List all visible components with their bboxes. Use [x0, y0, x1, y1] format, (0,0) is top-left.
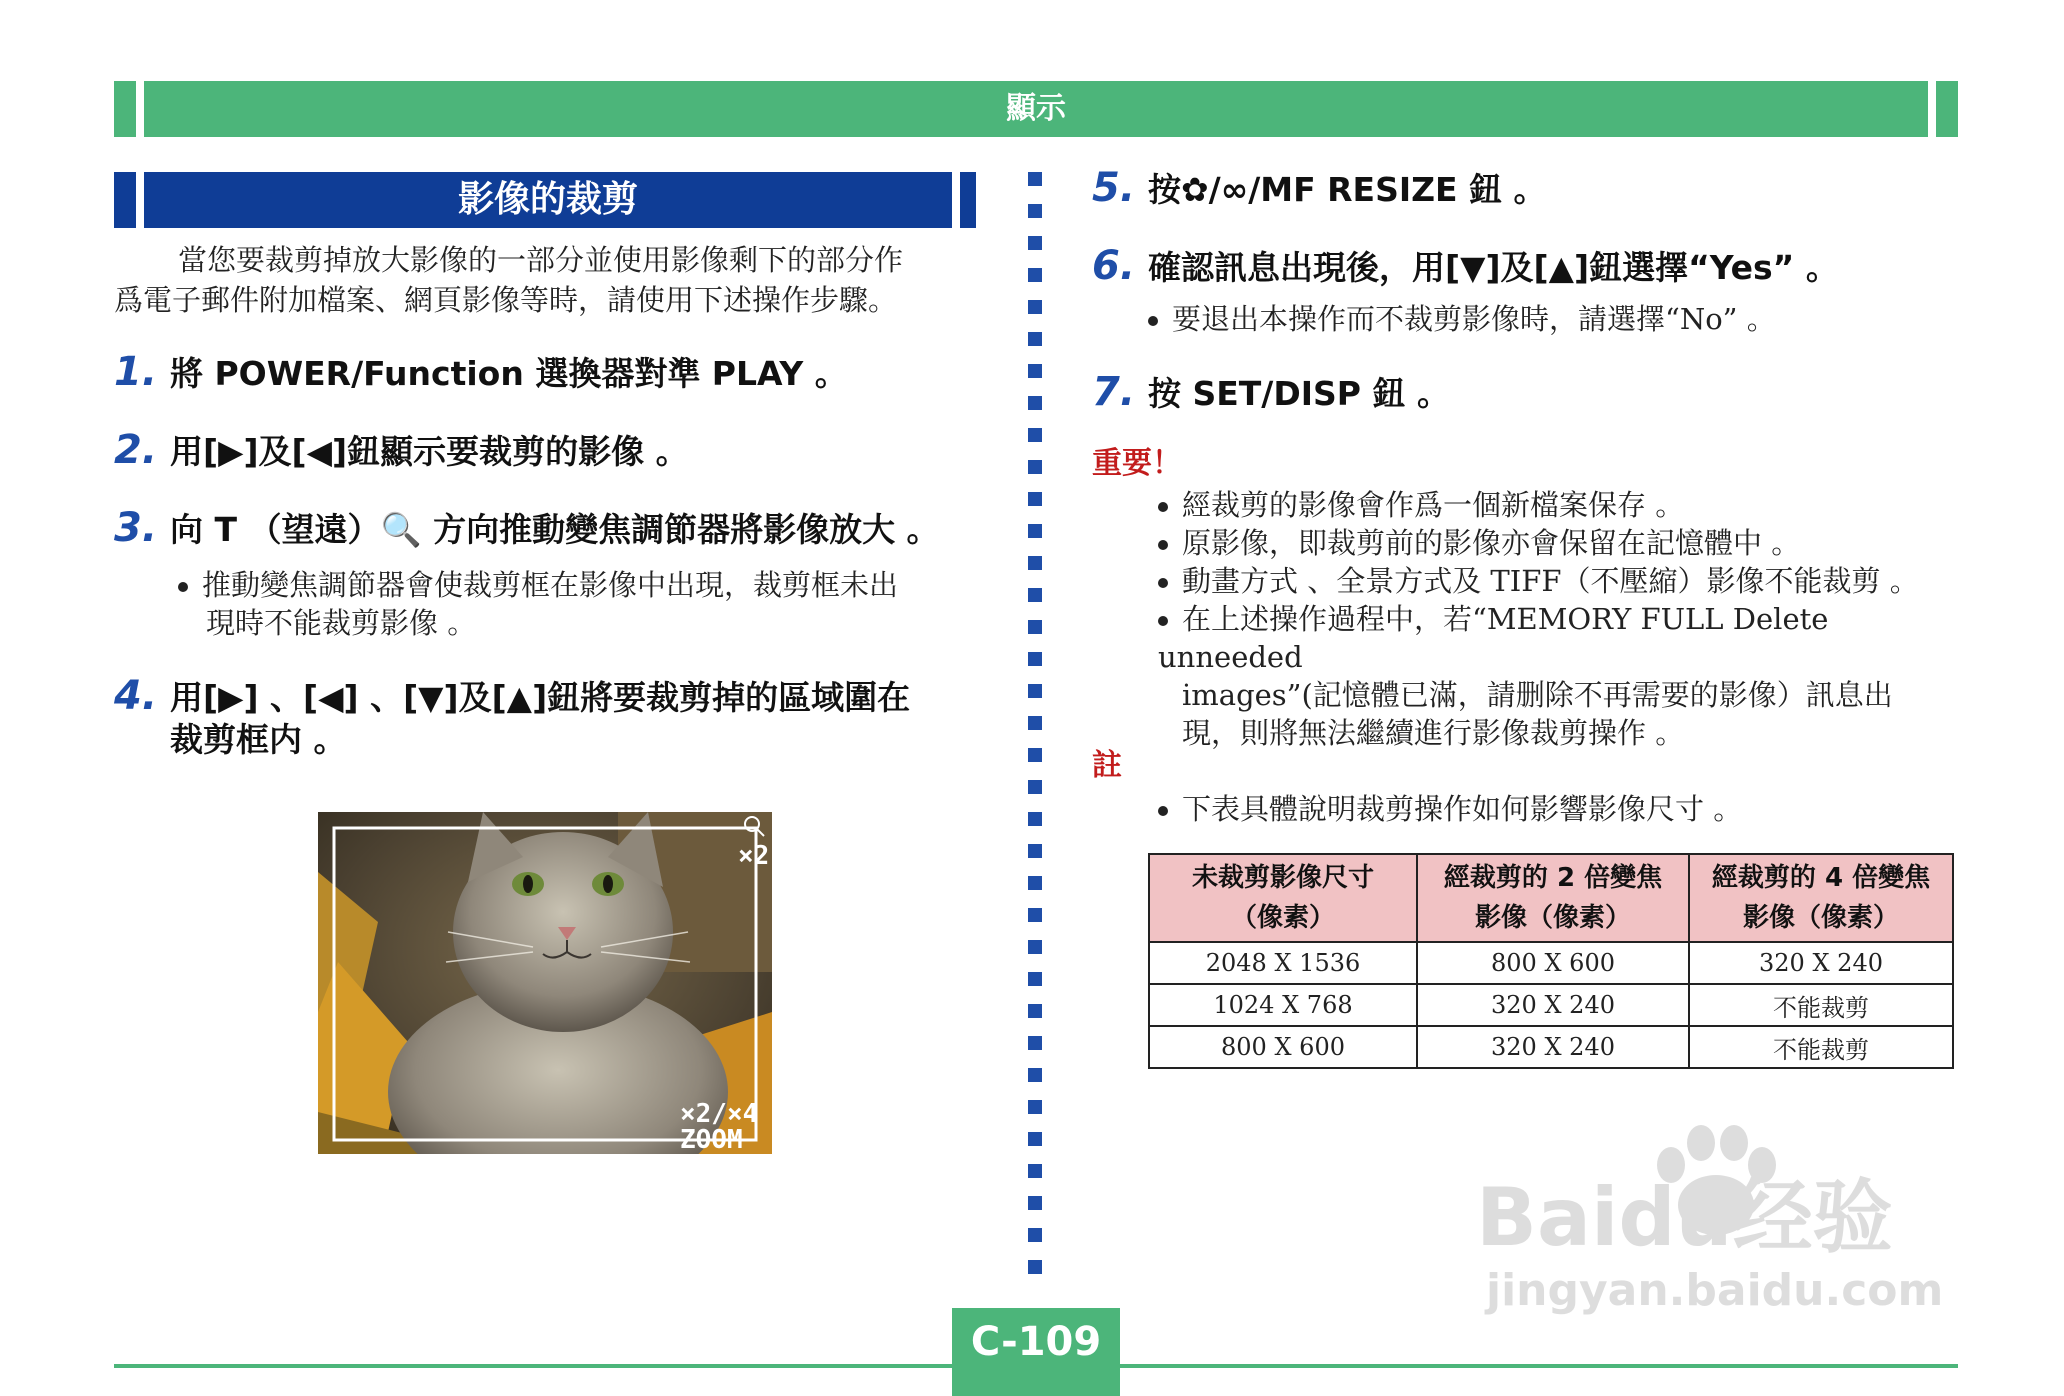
- size-table: [1148, 853, 1954, 1069]
- step-number: 1.: [114, 349, 158, 395]
- important-item: 原影像，即裁剪前的影像亦會保留在記憶體中 。: [1158, 524, 1958, 562]
- divider-square: [1028, 940, 1042, 954]
- table-header: 經裁剪的 2 倍變焦 影像（像素）: [1417, 854, 1689, 942]
- table-cell: 800 X 600: [1149, 1026, 1417, 1068]
- divider-square: [1028, 1036, 1042, 1050]
- table-header: 經裁剪的 4 倍變焦 影像（像素）: [1689, 854, 1953, 942]
- watermark-brand: Baidu经验: [1476, 1171, 1893, 1264]
- divider-square: [1028, 492, 1042, 506]
- header-title: 顯示: [1006, 91, 1066, 126]
- important-item: 在上述操作過程中，若“MEMORY FULL Delete unneeded: [1158, 602, 1829, 674]
- step-text: 將 POWER/Function 選換器對準 PLAY 。: [170, 354, 848, 393]
- table-cell: 2048 X 1536: [1149, 942, 1417, 984]
- divider-square: [1028, 972, 1042, 986]
- divider-square: [1028, 556, 1042, 570]
- divider-square: [1028, 1228, 1042, 1242]
- table-cell: 1024 X 768: [1149, 984, 1417, 1026]
- table-cell: 320 X 240: [1417, 984, 1689, 1026]
- table-cell: 不能裁剪: [1689, 984, 1953, 1026]
- divider-square: [1028, 652, 1042, 666]
- divider-square: [1028, 812, 1042, 826]
- divider-square: [1028, 204, 1042, 218]
- step-number: 2.: [114, 427, 158, 473]
- step-text: 向 T （望遠）🔍 方向推動變焦調節器將影像放大 。: [170, 510, 940, 549]
- divider-square: [1028, 1164, 1042, 1178]
- step-text: 確認訊息出現後，用[▼]及[▲]鈕選擇“Yes” 。: [1148, 248, 1839, 287]
- divider-square: [1028, 268, 1042, 282]
- step-number: 6.: [1092, 243, 1136, 289]
- table-header-row: [1149, 854, 1953, 942]
- header-bar-right: [1936, 81, 1958, 137]
- step-1: [114, 350, 848, 396]
- bullet-dot: [178, 582, 188, 592]
- table-cell: 800 X 600: [1417, 942, 1689, 984]
- step-7: [1092, 370, 1450, 416]
- step-text: 按 SET/DISP 鈕 。: [1148, 374, 1450, 413]
- watermark-url: jingyan.baidu.com: [1486, 1265, 1944, 1316]
- divider-square: [1028, 1196, 1042, 1210]
- header-bar-left: [114, 81, 136, 137]
- step-3: [114, 506, 940, 552]
- step-number: 4.: [114, 673, 158, 719]
- table-cell: 320 X 240: [1417, 1026, 1689, 1068]
- step-6-bullet: [1148, 300, 1776, 338]
- divider-square: [1028, 716, 1042, 730]
- note-heading: 註: [1092, 748, 1122, 783]
- bullet-line-1: 推動變焦調節器會使裁剪框在影像中出現，裁剪框未出: [202, 568, 899, 602]
- divider-square: [1028, 1132, 1042, 1146]
- bullet-text: 要退出本操作而不裁剪影像時，請選擇“No” 。: [1172, 302, 1776, 336]
- divider-square: [1028, 428, 1042, 442]
- zoom-ratio: ×2/×4: [680, 1099, 759, 1129]
- section-bar-left: [114, 172, 136, 228]
- table-cell: 不能裁剪: [1689, 1026, 1953, 1068]
- important-list: [1158, 486, 1958, 752]
- divider-square: [1028, 684, 1042, 698]
- step-5: [1092, 166, 1547, 212]
- step-4: [114, 674, 910, 720]
- step-3-bullet: [178, 566, 988, 642]
- divider-square: [1028, 332, 1042, 346]
- baidu-watermark: [1466, 1095, 1966, 1325]
- table-row: [1149, 942, 1953, 984]
- divider-square: [1028, 876, 1042, 890]
- zoom-label: ZOOM: [680, 1125, 743, 1154]
- divider-square: [1028, 236, 1042, 250]
- section-title: 影像的裁剪: [457, 179, 638, 220]
- divider-square: [1028, 1068, 1042, 1082]
- table-row: [1149, 1026, 1953, 1068]
- divider-square: [1028, 172, 1042, 186]
- divider-square: [1028, 1004, 1042, 1018]
- section-bar-right: [960, 172, 976, 228]
- step-2: [114, 428, 689, 474]
- table-row: [1149, 984, 1953, 1026]
- step-text-line-1: 用[▶] 、[◀] 、[▼]及[▲]鈕將要裁剪掉的區域圍在: [170, 678, 911, 717]
- step-6: [1092, 244, 1839, 290]
- divider-square: [1028, 1100, 1042, 1114]
- intro-line-2: 爲電子郵件附加檔案、網頁影像等時，請使用下述操作步驟。: [114, 283, 898, 317]
- important-item-4-line-3: 現，則將無法繼續進行影像裁剪操作 。: [1182, 716, 1685, 750]
- divider-square: [1028, 1260, 1042, 1274]
- step-text: 用[▶]及[◀]鈕顯示要裁剪的影像 。: [170, 432, 689, 471]
- bullet-line-2: 現時不能裁剪影像 。: [206, 606, 477, 640]
- divider-square: [1028, 780, 1042, 794]
- zoom-badge: ×2: [738, 841, 770, 871]
- important-item: 動畫方式 、全景方式及 TIFF（不壓縮）影像不能裁剪 。: [1158, 562, 1958, 600]
- divider-square: [1028, 300, 1042, 314]
- page-number: C-109: [970, 1319, 1102, 1365]
- divider-square: [1028, 844, 1042, 858]
- cat-photo: [318, 812, 772, 1154]
- divider-square: [1028, 396, 1042, 410]
- table-cell: 320 X 240: [1689, 942, 1953, 984]
- important-item: 經裁剪的影像會作爲一個新檔案保存 。: [1158, 486, 1958, 524]
- divider-square: [1028, 748, 1042, 762]
- step-number: 7.: [1092, 369, 1136, 415]
- table-header: 未裁剪影像尺寸 （像素）: [1149, 854, 1417, 942]
- divider-square: [1028, 364, 1042, 378]
- step-number: 5.: [1092, 165, 1136, 211]
- divider-square: [1028, 524, 1042, 538]
- intro-line-1: 當您要裁剪掉放大影像的一部分並使用影像剩下的部分作: [178, 243, 904, 277]
- step-number: 3.: [114, 505, 158, 551]
- step-text: 按✿/∞/MF RESIZE 鈕 。: [1148, 170, 1547, 209]
- divider-square: [1028, 908, 1042, 922]
- divider-square: [1028, 588, 1042, 602]
- bullet-dot: [1148, 316, 1158, 326]
- divider-square: [1028, 620, 1042, 634]
- important-heading: 重要！: [1092, 446, 1182, 481]
- divider-square: [1028, 460, 1042, 474]
- note-item: 下表具體說明裁剪操作如何影響影像尺寸 。: [1158, 790, 1742, 828]
- important-item-4-line-2: images”(記憶體已滿，請删除不再需要的影像）訊息出: [1182, 678, 1893, 712]
- step-4-line-2: 裁剪框内 。: [170, 720, 347, 759]
